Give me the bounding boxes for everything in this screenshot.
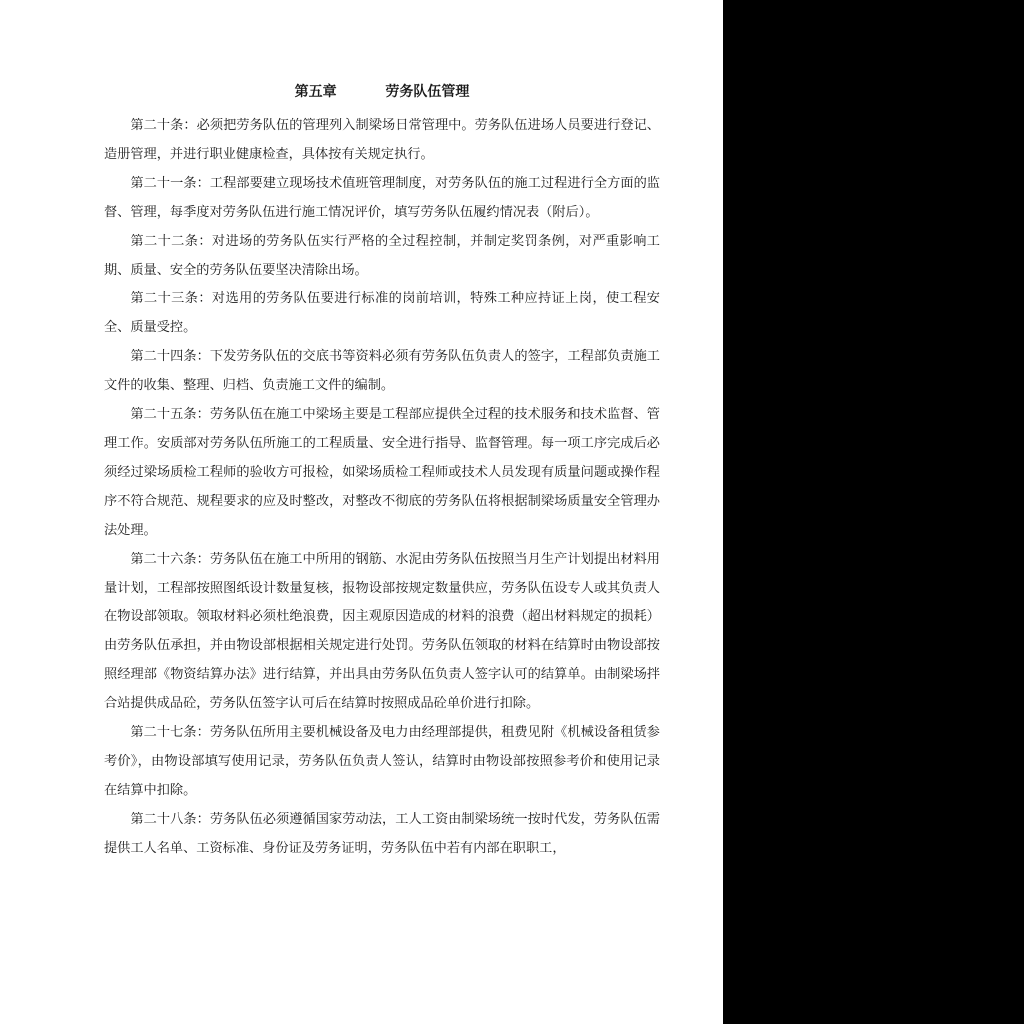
article-20: 第二十条：必须把劳务队伍的管理列入制梁场日常管理中。劳务队伍进场人员要进行登记、造册管理，并进行职业健康检查，具体按有关规定执行。 bbox=[104, 118, 660, 162]
chapter-title: 第五章 劳务队伍管理 bbox=[294, 84, 470, 100]
black-margin bbox=[723, 0, 1024, 1024]
article-23: 第二十三条：对选用的劳务队伍要进行标准的岗前培训，特殊工种应持证上岗，使工程安全、质量受控。 bbox=[104, 291, 660, 336]
article-21: 第二十一条：工程部要建立现场技术值班管理制度，对劳务队伍的施工过程进行全方面的监督、管理，每季度对劳务队伍进行施工情况评价，填写劳务队伍履约情况表（附后）。 bbox=[104, 175, 660, 220]
article-26: 第二十六条：劳务队伍在施工中所用的钢筋、水泥由劳务队伍按照当月生产计划提出材料用量计划，工程部按照图纸设计数量复核，报物设部按规定数量供应，劳务队伍设专人或其负责人在物设部领取。领取材料必须杜绝浪费，因主观原因造成的材料的浪费（超出材料规定的损耗）由劳务队伍承担，并由物设部根据相关规定进行处罚。劳务队伍领取的材料在结算时由物设部按照经理部《物资结算办法》进行结算，并出具由劳务队伍负责人签字认可的结算单。由制梁场拌合站提供成品砼，劳务队伍签字认可后在结算时按照成品砼单价进行扣除。 bbox=[104, 551, 660, 712]
document-body bbox=[104, 80, 660, 864]
article-25: 第二十五条：劳务队伍在施工中梁场主要是工程部应提供全过程的技术服务和技术监督、管理工作。安质部对劳务队伍所施工的工程质量、安全进行指导、监督管理。每一项工序完成后必须经过梁场质检工程师的验收方可报检，如梁场质检工程师或技术人员发现有质量问题或操作程序不符合规范、规程要求的应及时整改，对整改不彻底的劳务队伍将根据制梁场质量安全管理办法处理。 bbox=[104, 407, 660, 538]
article-27: 第二十七条：劳务队伍所用主要机械设备及电力由经理部提供，租费见附《机械设备租赁参考价》，由物设部填写使用记录，劳务队伍负责人签认，结算时由物设部按照参考价和使用记录在结算中扣除。 bbox=[104, 725, 660, 798]
article-24: 第二十四条：下发劳务队伍的交底书等资料必须有劳务队伍负责人的签字，工程部负责施工文件的收集、整理、归档、负责施工文件的编制。 bbox=[104, 349, 660, 394]
article-28: 第二十八条：劳务队伍必须遵循国家劳动法，工人工资由制梁场统一按时代发，劳务队伍需提供工人名单、工资标准、身份证及劳务证明，劳务队伍中若有内部在职职工， bbox=[104, 811, 660, 856]
article-22: 第二十二条：对进场的劳务队伍实行严格的全过程控制，并制定奖罚条例，对严重影响工期、质量、安全的劳务队伍要坚决清除出场。 bbox=[104, 233, 660, 278]
